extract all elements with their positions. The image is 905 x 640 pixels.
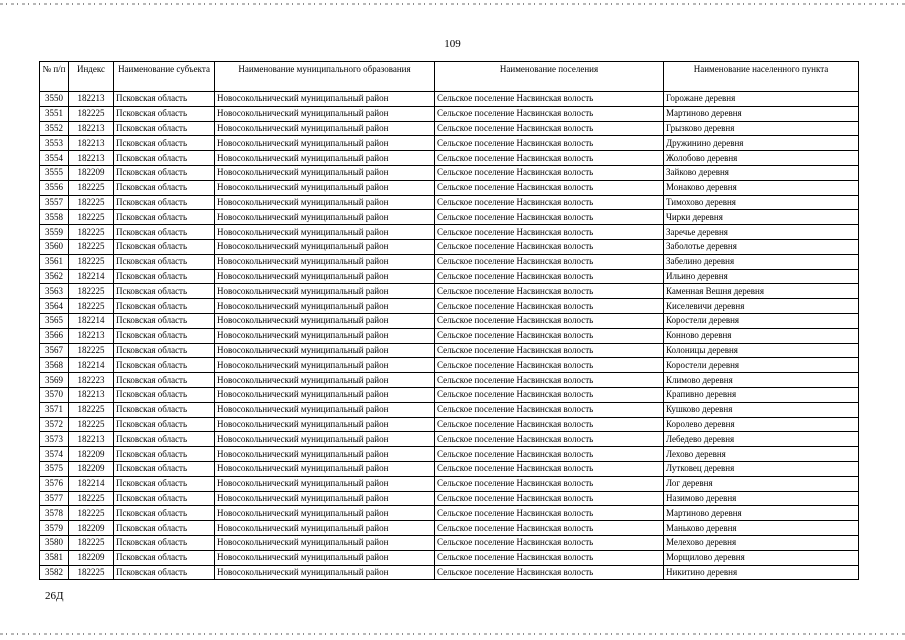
cell-region: Псковская область xyxy=(114,506,215,521)
cell-region: Псковская область xyxy=(114,373,215,388)
cell-locality: Мартиново деревня xyxy=(664,506,859,521)
cell-district: Новосокольнический муниципальный район xyxy=(215,328,435,343)
cell-index: 182213 xyxy=(69,151,114,166)
cell-region: Псковская область xyxy=(114,239,215,254)
cell-region: Псковская область xyxy=(114,343,215,358)
cell-region: Псковская область xyxy=(114,521,215,536)
cell-settlement: Сельское поселение Насвинская волость xyxy=(435,550,664,565)
cell-region: Псковская область xyxy=(114,550,215,565)
cell-district: Новосокольнический муниципальный район xyxy=(215,358,435,373)
cell-district: Новосокольнический муниципальный район xyxy=(215,269,435,284)
cell-locality: Коростели деревня xyxy=(664,358,859,373)
cell-num: 3550 xyxy=(40,92,69,107)
cell-index: 182225 xyxy=(69,491,114,506)
footer-code: 26Д xyxy=(45,590,64,602)
cell-settlement: Сельское поселение Насвинская волость xyxy=(435,535,664,550)
page-number: 109 xyxy=(444,38,461,50)
cell-num: 3571 xyxy=(40,402,69,417)
table-row xyxy=(40,521,859,536)
cell-num: 3564 xyxy=(40,299,69,314)
cell-num: 3573 xyxy=(40,432,69,447)
cell-index: 182225 xyxy=(69,284,114,299)
cell-district: Новосокольнический муниципальный район xyxy=(215,313,435,328)
cell-index: 182225 xyxy=(69,506,114,521)
cell-locality: Ильино деревня xyxy=(664,269,859,284)
cell-num: 3579 xyxy=(40,521,69,536)
cell-index: 182213 xyxy=(69,328,114,343)
table-row xyxy=(40,550,859,565)
cell-locality: Дружинино деревня xyxy=(664,136,859,151)
cell-num: 3551 xyxy=(40,106,69,121)
table-row xyxy=(40,269,859,284)
cell-locality: Грызково деревня xyxy=(664,121,859,136)
cell-index: 182225 xyxy=(69,210,114,225)
cell-locality: Тимохово деревня xyxy=(664,195,859,210)
cell-num: 3569 xyxy=(40,373,69,388)
cell-region: Псковская область xyxy=(114,284,215,299)
cell-settlement: Сельское поселение Насвинская волость xyxy=(435,491,664,506)
cell-index: 182225 xyxy=(69,535,114,550)
cell-district: Новосокольнический муниципальный район xyxy=(215,461,435,476)
cell-index: 182213 xyxy=(69,121,114,136)
cell-settlement: Сельское поселение Насвинская волость xyxy=(435,165,664,180)
cell-settlement: Сельское поселение Насвинская волость xyxy=(435,180,664,195)
cell-num: 3574 xyxy=(40,447,69,462)
cell-locality: Коростели деревня xyxy=(664,313,859,328)
cell-district: Новосокольнический муниципальный район xyxy=(215,165,435,180)
cell-locality: Мелехово деревня xyxy=(664,535,859,550)
settlements-table xyxy=(39,61,859,580)
cell-index: 182209 xyxy=(69,461,114,476)
cell-index: 182225 xyxy=(69,106,114,121)
cell-index: 182214 xyxy=(69,269,114,284)
header-settlement: Наименование поселения xyxy=(435,62,664,92)
cell-district: Новосокольнический муниципальный район xyxy=(215,180,435,195)
cell-locality: Монаково деревня xyxy=(664,180,859,195)
cell-index: 182213 xyxy=(69,92,114,107)
cell-num: 3578 xyxy=(40,506,69,521)
table-row xyxy=(40,92,859,107)
table-row xyxy=(40,239,859,254)
cell-settlement: Сельское поселение Насвинская волость xyxy=(435,506,664,521)
cell-locality: Заречье деревня xyxy=(664,225,859,240)
cell-settlement: Сельское поселение Насвинская волость xyxy=(435,225,664,240)
table-row xyxy=(40,225,859,240)
cell-district: Новосокольнический муниципальный район xyxy=(215,299,435,314)
cell-num: 3565 xyxy=(40,313,69,328)
cell-region: Псковская область xyxy=(114,476,215,491)
cell-region: Псковская область xyxy=(114,180,215,195)
cell-locality: Конново деревня xyxy=(664,328,859,343)
table-row xyxy=(40,447,859,462)
table-row xyxy=(40,299,859,314)
cell-region: Псковская область xyxy=(114,402,215,417)
table-row xyxy=(40,402,859,417)
header-district: Наименование муниципального образования xyxy=(215,62,435,92)
cell-locality: Заболотье деревня xyxy=(664,239,859,254)
cell-num: 3572 xyxy=(40,417,69,432)
cell-district: Новосокольнический муниципальный район xyxy=(215,284,435,299)
cell-district: Новосокольнический муниципальный район xyxy=(215,254,435,269)
cell-district: Новосокольнический муниципальный район xyxy=(215,447,435,462)
table-row xyxy=(40,136,859,151)
cell-settlement: Сельское поселение Насвинская волость xyxy=(435,269,664,284)
cell-locality: Киселевичи деревня xyxy=(664,299,859,314)
cell-district: Новосокольнический муниципальный район xyxy=(215,521,435,536)
cell-settlement: Сельское поселение Насвинская волость xyxy=(435,521,664,536)
table-row xyxy=(40,535,859,550)
cell-district: Новосокольнический муниципальный район xyxy=(215,121,435,136)
cell-settlement: Сельское поселение Насвинская волость xyxy=(435,343,664,358)
cell-district: Новосокольнический муниципальный район xyxy=(215,535,435,550)
cell-district: Новосокольнический муниципальный район xyxy=(215,106,435,121)
cell-index: 182213 xyxy=(69,432,114,447)
cell-index: 182209 xyxy=(69,521,114,536)
cell-settlement: Сельское поселение Насвинская волость xyxy=(435,565,664,580)
cell-settlement: Сельское поселение Насвинская волость xyxy=(435,121,664,136)
cell-region: Псковская область xyxy=(114,535,215,550)
table-row xyxy=(40,121,859,136)
cell-district: Новосокольнический муниципальный район xyxy=(215,432,435,447)
cell-district: Новосокольнический муниципальный район xyxy=(215,402,435,417)
cell-region: Псковская область xyxy=(114,210,215,225)
cell-index: 182225 xyxy=(69,225,114,240)
cell-num: 3568 xyxy=(40,358,69,373)
cell-region: Псковская область xyxy=(114,299,215,314)
table-row xyxy=(40,565,859,580)
cell-settlement: Сельское поселение Насвинская волость xyxy=(435,136,664,151)
cell-locality: Забелино деревня xyxy=(664,254,859,269)
cell-region: Псковская область xyxy=(114,387,215,402)
cell-settlement: Сельское поселение Насвинская волость xyxy=(435,106,664,121)
cell-num: 3560 xyxy=(40,239,69,254)
table-row xyxy=(40,106,859,121)
cell-locality: Никитино деревня xyxy=(664,565,859,580)
cell-region: Псковская область xyxy=(114,195,215,210)
cell-locality: Жолобово деревня xyxy=(664,151,859,166)
cell-locality: Морщилово деревня xyxy=(664,550,859,565)
cell-region: Псковская область xyxy=(114,121,215,136)
cell-district: Новосокольнический муниципальный район xyxy=(215,239,435,254)
cell-locality: Лебедево деревня xyxy=(664,432,859,447)
cell-locality: Каменная Вешня деревня xyxy=(664,284,859,299)
cell-num: 3570 xyxy=(40,387,69,402)
cell-index: 182209 xyxy=(69,550,114,565)
cell-num: 3554 xyxy=(40,151,69,166)
cell-district: Новосокольнический муниципальный район xyxy=(215,210,435,225)
cell-settlement: Сельское поселение Насвинская волость xyxy=(435,299,664,314)
header-num: № п/п xyxy=(40,62,69,92)
table-body xyxy=(40,92,859,580)
cell-num: 3566 xyxy=(40,328,69,343)
cell-district: Новосокольнический муниципальный район xyxy=(215,550,435,565)
cell-num: 3557 xyxy=(40,195,69,210)
table-row xyxy=(40,506,859,521)
cell-num: 3581 xyxy=(40,550,69,565)
table-row xyxy=(40,165,859,180)
scan-edge-bottom xyxy=(0,633,905,635)
cell-district: Новосокольнический муниципальный район xyxy=(215,195,435,210)
table-row xyxy=(40,417,859,432)
cell-num: 3562 xyxy=(40,269,69,284)
cell-num: 3556 xyxy=(40,180,69,195)
cell-settlement: Сельское поселение Насвинская волость xyxy=(435,402,664,417)
cell-region: Псковская область xyxy=(114,417,215,432)
cell-district: Новосокольнический муниципальный район xyxy=(215,225,435,240)
table-row xyxy=(40,476,859,491)
cell-district: Новосокольнический муниципальный район xyxy=(215,343,435,358)
cell-region: Псковская область xyxy=(114,136,215,151)
cell-index: 182213 xyxy=(69,136,114,151)
cell-settlement: Сельское поселение Насвинская волость xyxy=(435,373,664,388)
cell-region: Псковская область xyxy=(114,565,215,580)
cell-district: Новосокольнический муниципальный район xyxy=(215,387,435,402)
cell-num: 3575 xyxy=(40,461,69,476)
cell-settlement: Сельское поселение Насвинская волость xyxy=(435,151,664,166)
cell-num: 3558 xyxy=(40,210,69,225)
cell-settlement: Сельское поселение Насвинская волость xyxy=(435,328,664,343)
cell-num: 3555 xyxy=(40,165,69,180)
cell-index: 182225 xyxy=(69,239,114,254)
cell-locality: Кушково деревня xyxy=(664,402,859,417)
cell-settlement: Сельское поселение Насвинская волость xyxy=(435,210,664,225)
cell-settlement: Сельское поселение Насвинская волость xyxy=(435,284,664,299)
table-row xyxy=(40,180,859,195)
cell-num: 3561 xyxy=(40,254,69,269)
cell-locality: Назимово деревня xyxy=(664,491,859,506)
cell-district: Новосокольнический муниципальный район xyxy=(215,491,435,506)
cell-num: 3563 xyxy=(40,284,69,299)
cell-locality: Крапивно деревня xyxy=(664,387,859,402)
cell-index: 182225 xyxy=(69,402,114,417)
table-header-row xyxy=(40,62,859,92)
cell-district: Новосокольнический муниципальный район xyxy=(215,476,435,491)
cell-num: 3567 xyxy=(40,343,69,358)
cell-region: Псковская область xyxy=(114,225,215,240)
header-locality: Наименование населенного пункта xyxy=(664,62,859,92)
cell-index: 182213 xyxy=(69,387,114,402)
cell-index: 182209 xyxy=(69,447,114,462)
table-row xyxy=(40,343,859,358)
cell-district: Новосокольнический муниципальный район xyxy=(215,417,435,432)
table-row xyxy=(40,254,859,269)
cell-locality: Чирки деревня xyxy=(664,210,859,225)
cell-index: 182214 xyxy=(69,476,114,491)
cell-locality: Климово деревня xyxy=(664,373,859,388)
cell-index: 182225 xyxy=(69,565,114,580)
table-row xyxy=(40,195,859,210)
cell-index: 182214 xyxy=(69,313,114,328)
cell-num: 3580 xyxy=(40,535,69,550)
cell-index: 182225 xyxy=(69,299,114,314)
table-row xyxy=(40,328,859,343)
cell-region: Псковская область xyxy=(114,151,215,166)
header-index: Индекс xyxy=(69,62,114,92)
table-row xyxy=(40,373,859,388)
cell-num: 3559 xyxy=(40,225,69,240)
cell-num: 3576 xyxy=(40,476,69,491)
cell-num: 3577 xyxy=(40,491,69,506)
cell-district: Новосокольнический муниципальный район xyxy=(215,565,435,580)
cell-locality: Лог деревня xyxy=(664,476,859,491)
cell-settlement: Сельское поселение Насвинская волость xyxy=(435,358,664,373)
cell-region: Псковская область xyxy=(114,313,215,328)
table-row xyxy=(40,387,859,402)
cell-num: 3552 xyxy=(40,121,69,136)
cell-settlement: Сельское поселение Насвинская волость xyxy=(435,195,664,210)
cell-locality: Горожане деревня xyxy=(664,92,859,107)
cell-index: 182223 xyxy=(69,373,114,388)
cell-settlement: Сельское поселение Насвинская волость xyxy=(435,432,664,447)
table-row xyxy=(40,461,859,476)
table-row xyxy=(40,432,859,447)
scan-edge-top xyxy=(0,3,905,5)
cell-region: Псковская область xyxy=(114,447,215,462)
cell-locality: Мартиново деревня xyxy=(664,106,859,121)
cell-settlement: Сельское поселение Насвинская волость xyxy=(435,313,664,328)
cell-region: Псковская область xyxy=(114,461,215,476)
table-row xyxy=(40,313,859,328)
cell-locality: Лутковец деревня xyxy=(664,461,859,476)
table-row xyxy=(40,358,859,373)
cell-settlement: Сельское поселение Насвинская волость xyxy=(435,239,664,254)
cell-settlement: Сельское поселение Насвинская волость xyxy=(435,447,664,462)
cell-locality: Маньково деревня xyxy=(664,521,859,536)
cell-region: Псковская область xyxy=(114,106,215,121)
table-row xyxy=(40,284,859,299)
cell-district: Новосокольнический муниципальный район xyxy=(215,92,435,107)
cell-locality: Лехово деревня xyxy=(664,447,859,462)
cell-settlement: Сельское поселение Насвинская волость xyxy=(435,476,664,491)
cell-region: Псковская область xyxy=(114,269,215,284)
cell-settlement: Сельское поселение Насвинская волость xyxy=(435,417,664,432)
cell-settlement: Сельское поселение Насвинская волость xyxy=(435,254,664,269)
cell-index: 182225 xyxy=(69,254,114,269)
cell-district: Новосокольнический муниципальный район xyxy=(215,151,435,166)
cell-region: Псковская область xyxy=(114,432,215,447)
cell-index: 182225 xyxy=(69,195,114,210)
cell-district: Новосокольнический муниципальный район xyxy=(215,506,435,521)
cell-index: 182225 xyxy=(69,343,114,358)
cell-region: Псковская область xyxy=(114,358,215,373)
cell-settlement: Сельское поселение Насвинская волость xyxy=(435,92,664,107)
cell-district: Новосокольнический муниципальный район xyxy=(215,373,435,388)
cell-index: 182225 xyxy=(69,417,114,432)
table-row xyxy=(40,491,859,506)
cell-locality: Зайково деревня xyxy=(664,165,859,180)
cell-index: 182225 xyxy=(69,180,114,195)
table-row xyxy=(40,210,859,225)
cell-region: Псковская область xyxy=(114,254,215,269)
cell-num: 3582 xyxy=(40,565,69,580)
header-region: Наименование субъекта xyxy=(114,62,215,92)
cell-index: 182209 xyxy=(69,165,114,180)
cell-region: Псковская область xyxy=(114,92,215,107)
cell-locality: Королево деревня xyxy=(664,417,859,432)
cell-index: 182214 xyxy=(69,358,114,373)
cell-district: Новосокольнический муниципальный район xyxy=(215,136,435,151)
cell-settlement: Сельское поселение Насвинская волость xyxy=(435,461,664,476)
cell-settlement: Сельское поселение Насвинская волость xyxy=(435,387,664,402)
cell-locality: Колоницы деревня xyxy=(664,343,859,358)
cell-region: Псковская область xyxy=(114,328,215,343)
cell-region: Псковская область xyxy=(114,165,215,180)
cell-region: Псковская область xyxy=(114,491,215,506)
cell-num: 3553 xyxy=(40,136,69,151)
table-row xyxy=(40,151,859,166)
